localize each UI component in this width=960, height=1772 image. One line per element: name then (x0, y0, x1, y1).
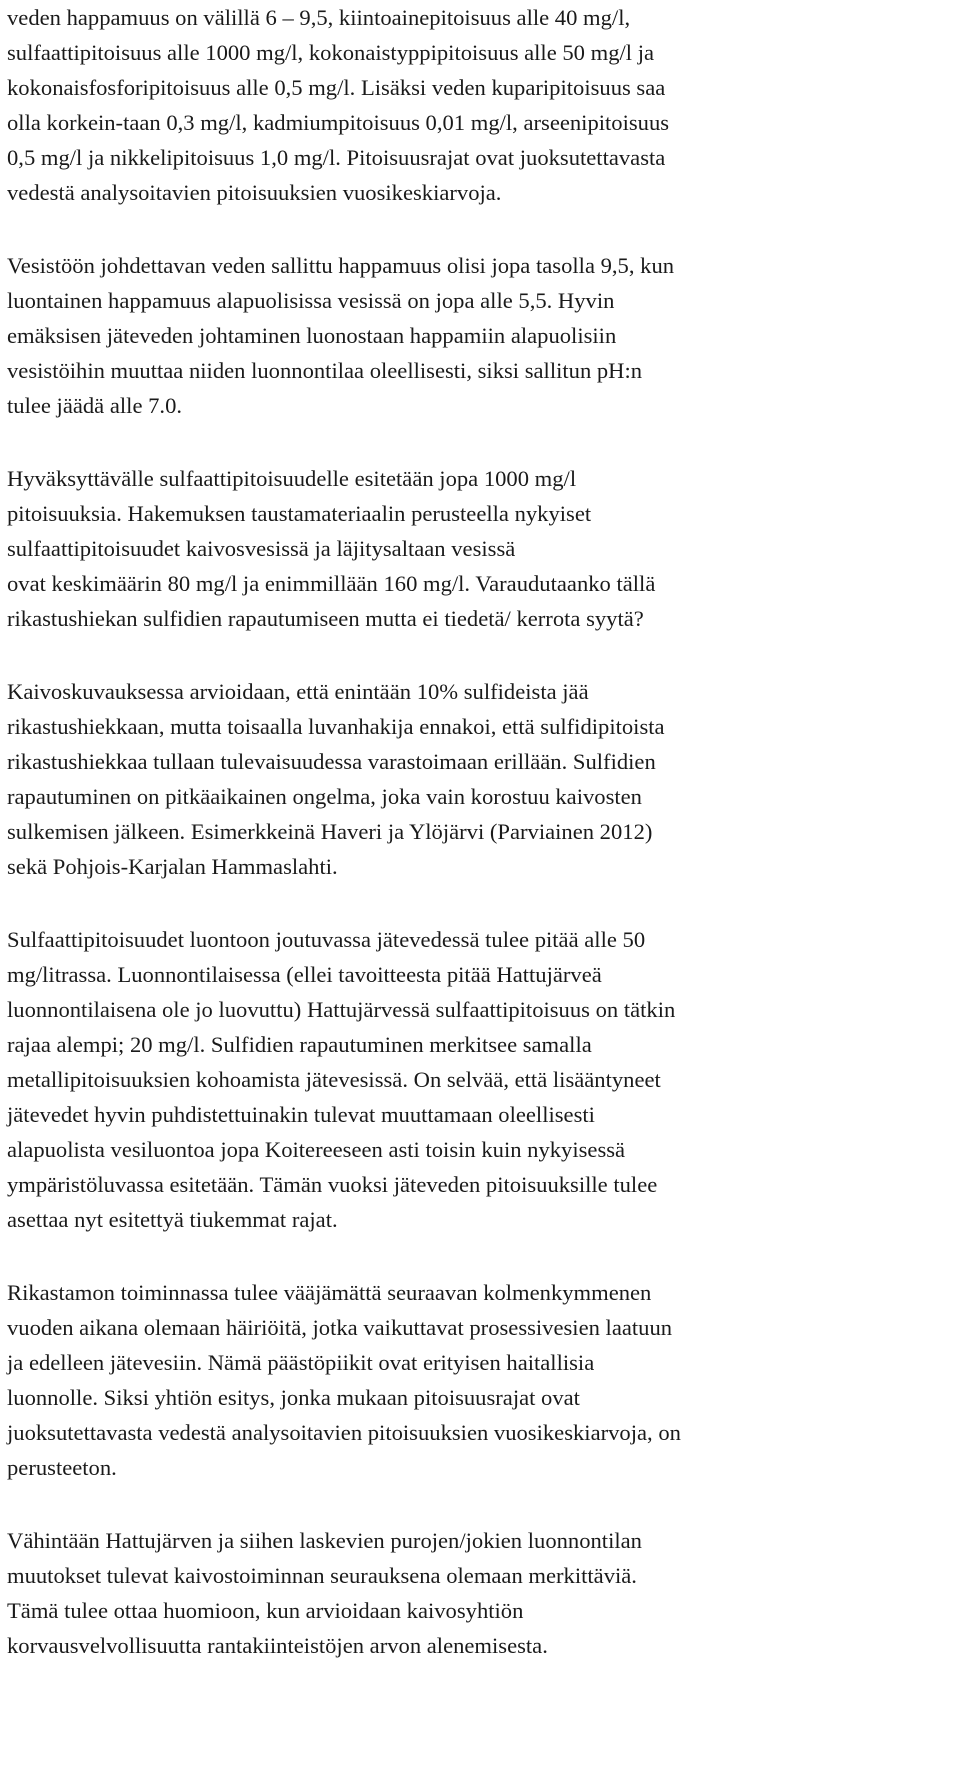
text-line: ja edelleen jätevesiin. Nämä päästöpiikit ovat erityisen haitallisia (7, 1350, 595, 1375)
paragraph-gap (7, 210, 960, 248)
text-line: emäksisen jäteveden johtaminen luonostaan happamiin alapuolisiin (7, 323, 617, 348)
text-line: rikastushiekan sulfidien rapautumiseen mutta ei tiedetä/ kerrota syytä? (7, 606, 644, 631)
text-line: sulfaattipitoisuudet kaivosvesissä ja läjitysaltaan vesissä (7, 536, 516, 561)
paragraph (7, 674, 960, 884)
text-line: perusteeton. (7, 1455, 117, 1480)
text-line: alapuolista vesiluontoa jopa Koitereeseen asti toisin kuin nykyisessä (7, 1137, 626, 1162)
text-line: luontainen happamuus alapuolisissa vesissä on jopa alle 5,5. Hyvin (7, 288, 615, 313)
text-line: ympäristöluvassa esitetään. Tämän vuoksi jäteveden pitoisuuksille tulee (7, 1172, 658, 1197)
text-line: Vesistöön johdettavan veden sallittu happamuus olisi jopa tasolla 9,5, kun (7, 253, 675, 278)
text-line: vuoden aikana olemaan häiriöitä, jotka vaikuttavat prosessivesien laatuun (7, 1315, 673, 1340)
text-line: Hyväksyttävälle sulfaattipitoisuudelle esitetään jopa 1000 mg/l (7, 466, 577, 491)
paragraph (7, 922, 960, 1237)
paragraph-gap (7, 1237, 960, 1275)
text-line: veden happamuus on välillä 6 – 9,5, kiintoainepitoisuus alle 40 mg/l, (7, 5, 631, 30)
text-line: ovat keskimäärin 80 mg/l ja enimmillään 160 mg/l. Varaudutaanko tällä (7, 571, 656, 596)
paragraph-gap (7, 423, 960, 461)
text-line: luonnolle. Siksi yhtiön esitys, jonka mukaan pitoisuusrajat ovat (7, 1385, 580, 1410)
text-line: sulfaattipitoisuus alle 1000 mg/l, kokonaistyppipitoisuus alle 50 mg/l ja (7, 40, 655, 65)
paragraph-gap (7, 884, 960, 922)
paragraph (7, 461, 960, 636)
paragraph (7, 0, 960, 210)
text-line: asettaa nyt esitettyä tiukemmat rajat. (7, 1207, 338, 1232)
text-line: tulee jäädä alle 7.0. (7, 393, 183, 418)
paragraph (7, 1275, 960, 1485)
text-line: jätevedet hyvin puhdistettuinakin tulevat muuttamaan oleellisesti (7, 1102, 595, 1127)
text-line: juoksutettavasta vedestä analysoitavien pitoisuuksien vuosikeskiarvoja, on (7, 1420, 681, 1445)
text-line: olla korkein-taan 0,3 mg/l, kadmiumpitoisuus 0,01 mg/l, arseenipitoisuus (7, 110, 670, 135)
text-line: Vähintään Hattujärven ja siihen laskevien purojen/jokien luonnontilan (7, 1528, 642, 1553)
text-line: muutokset tulevat kaivostoiminnan seurauksena olemaan merkittäviä. (7, 1563, 637, 1588)
text-line: sulkemisen jälkeen. Esimerkkeinä Haveri ja Ylöjärvi (Parviainen 2012) (7, 819, 653, 844)
text-line: Kaivoskuvauksessa arvioidaan, että enintään 10% sulfideista jää (7, 679, 589, 704)
text-line: vedestä analysoitavien pitoisuuksien vuosikeskiarvoja. (7, 180, 502, 205)
text-line: rikastushiekkaa tullaan tulevaisuudessa varastoimaan erillään. Sulfidien (7, 749, 656, 774)
text-line: kokonaisfosforipitoisuus alle 0,5 mg/l. Lisäksi veden kuparipitoisuus saa (7, 75, 666, 100)
paragraph (7, 248, 960, 423)
text-line: Rikastamon toiminnassa tulee vääjämättä seuraavan kolmenkymmenen (7, 1280, 652, 1305)
text-line: sekä Pohjois-Karjalan Hammaslahti. (7, 854, 338, 879)
text-line: rajaa alempi; 20 mg/l. Sulfidien rapautuminen merkitsee samalla (7, 1032, 592, 1057)
text-line: mg/litrassa. Luonnontilaisessa (ellei tavoitteesta pitää Hattujärveä (7, 962, 602, 987)
text-line: metallipitoisuuksien kohoamista jätevesissä. On selvää, että lisääntyneet (7, 1067, 661, 1092)
text-line: rikastushiekkaan, mutta toisaalla luvanhakija ennakoi, että sulfidipitoista (7, 714, 665, 739)
text-line: rapautuminen on pitkäaikainen ongelma, joka vain korostuu kaivosten (7, 784, 642, 809)
paragraph (7, 1523, 960, 1663)
text-line: vesistöihin muuttaa niiden luonnontilaa oleellisesti, siksi sallitun pH:n (7, 358, 643, 383)
text-line: korvausvelvollisuutta rantakiinteistöjen arvon alenemisesta. (7, 1633, 548, 1658)
paragraph-gap (7, 1485, 960, 1523)
text-line: Sulfaattipitoisuudet luontoon joutuvassa jätevedessä tulee pitää alle 50 (7, 927, 646, 952)
text-line: luonnontilaisena ole jo luovuttu) Hattujärvessä sulfaattipitoisuus on tätkin (7, 997, 676, 1022)
paragraph-gap (7, 636, 960, 674)
text-line: Tämä tulee ottaa huomioon, kun arvioidaan kaivosyhtiön (7, 1598, 524, 1623)
text-line: 0,5 mg/l ja nikkelipitoisuus 1,0 mg/l. Pitoisuusrajat ovat juoksutettavasta (7, 145, 666, 170)
text-line: pitoisuuksia. Hakemuksen taustamateriaalin perusteella nykyiset (7, 501, 592, 526)
